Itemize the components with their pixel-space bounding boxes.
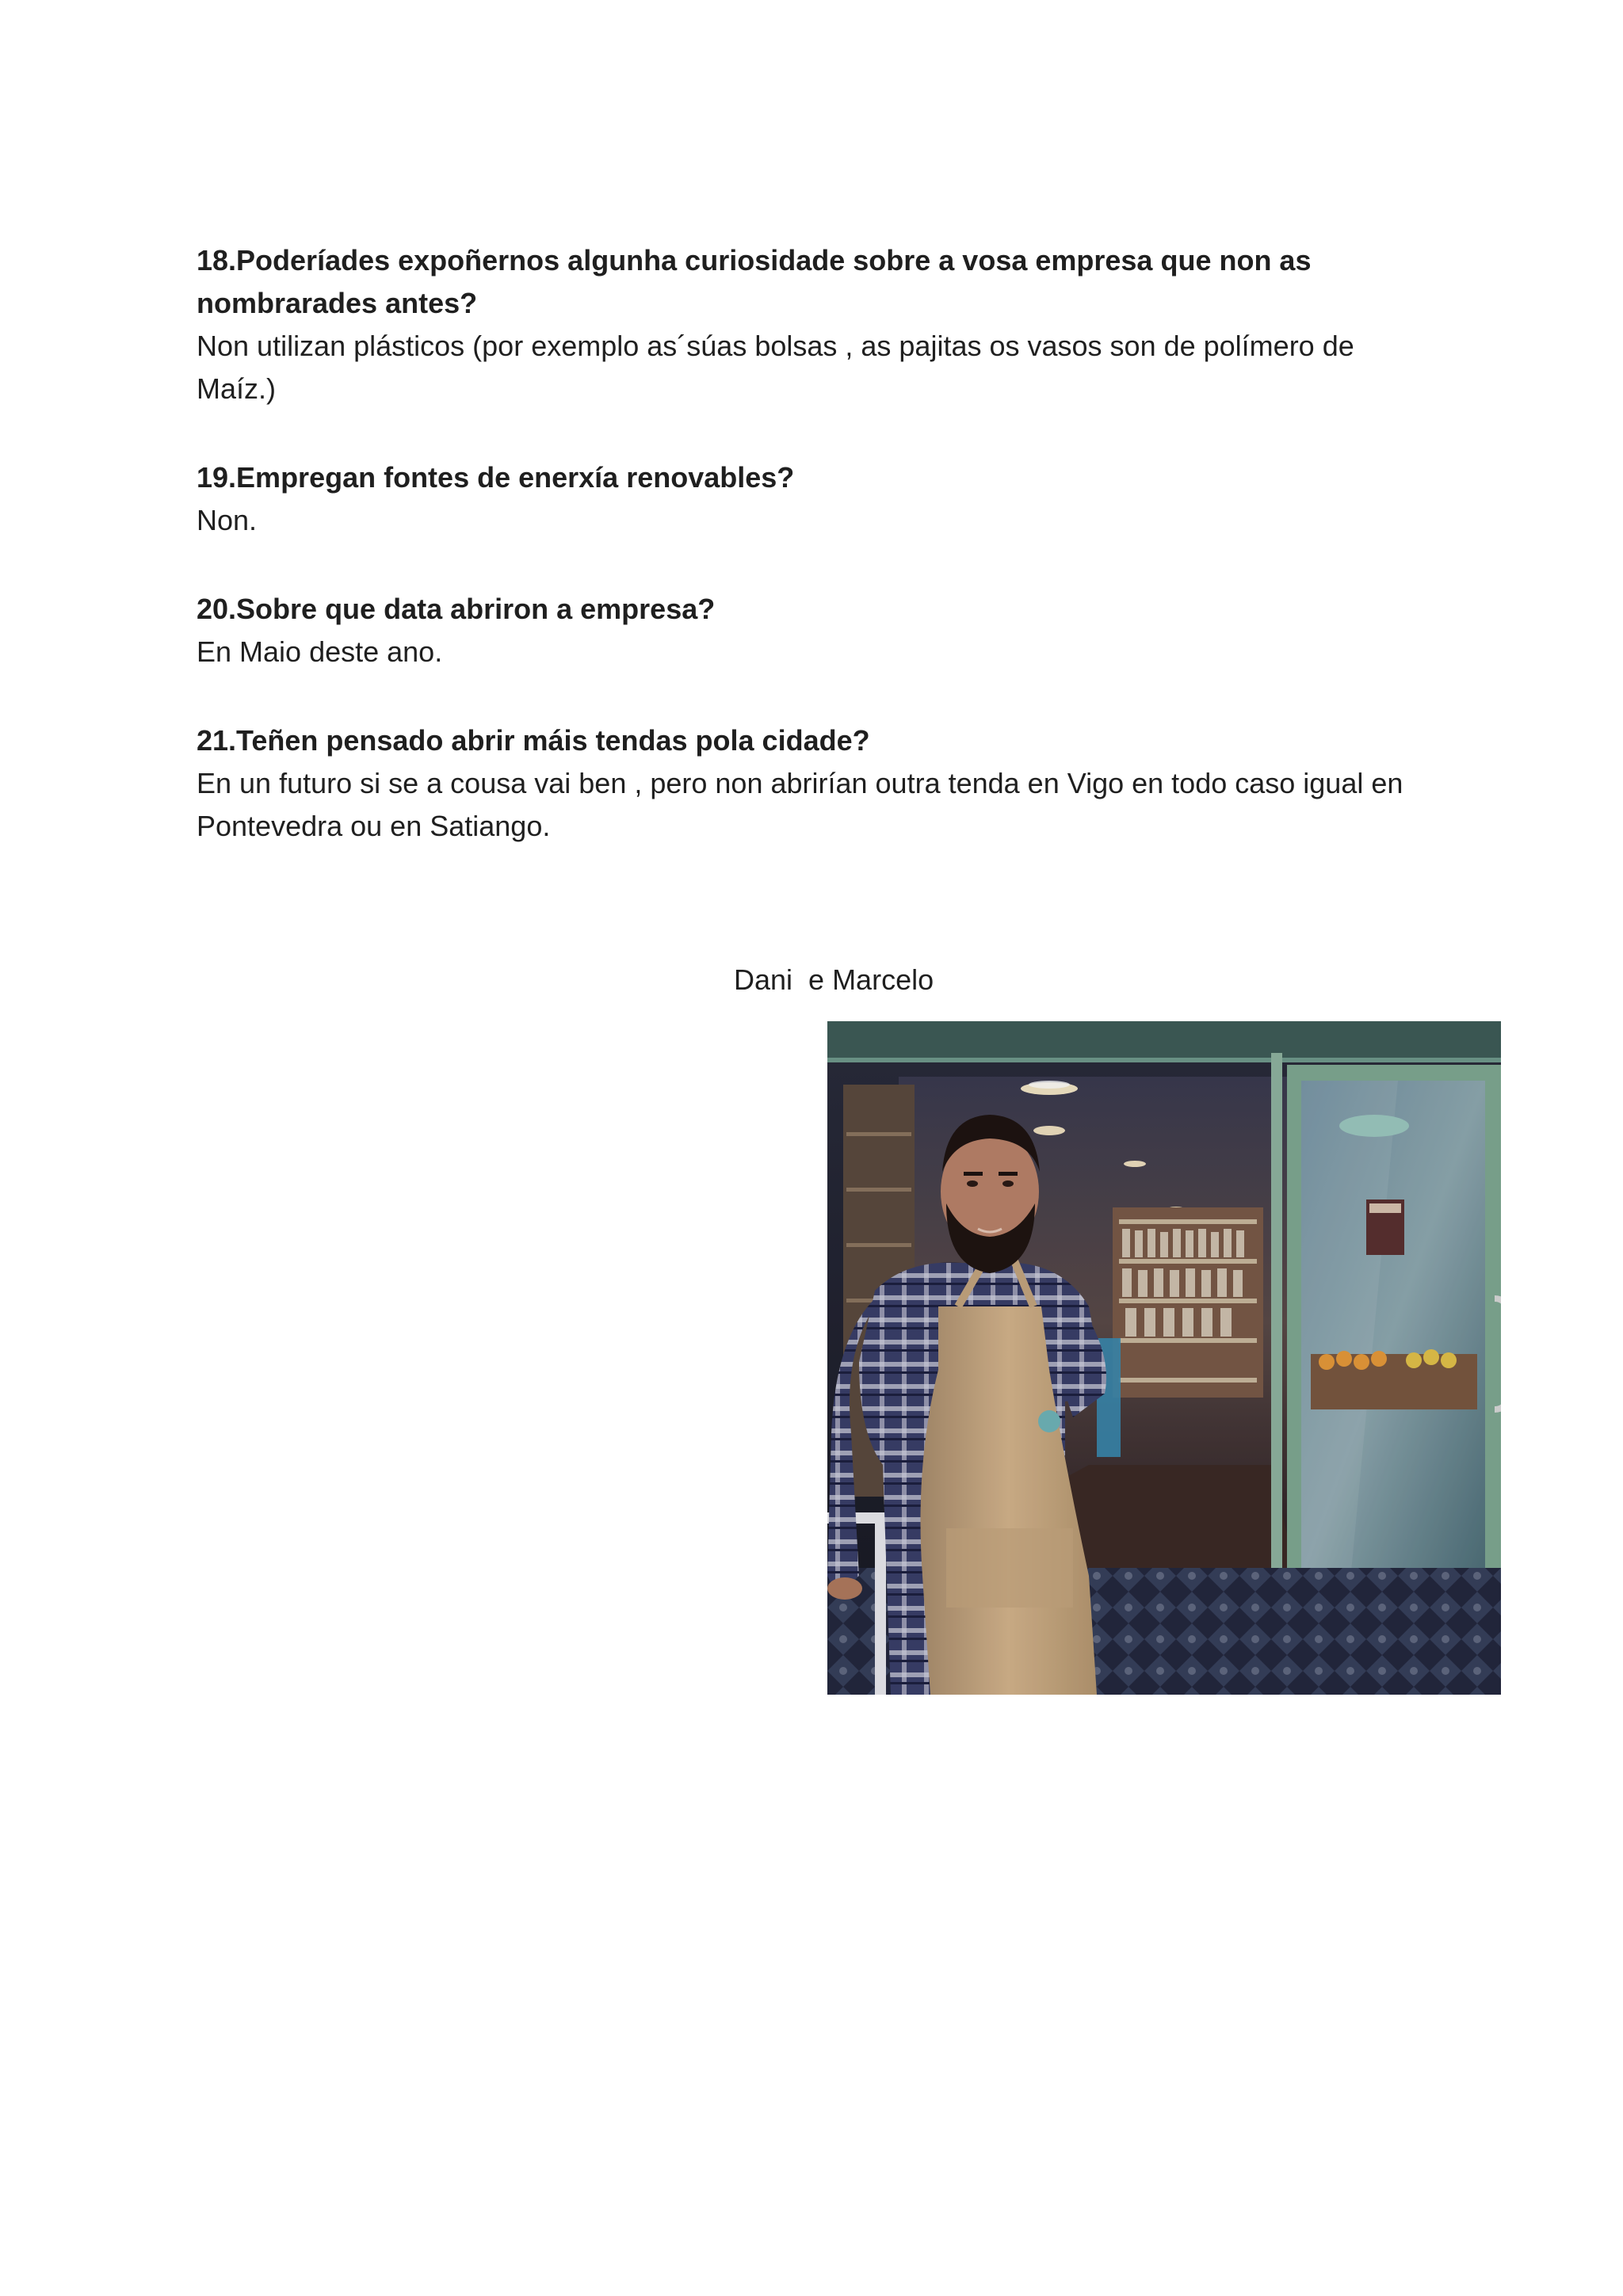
answer-20: En Maio deste ano. <box>197 635 443 668</box>
question-18: 18.Poderíades expoñernos algunha curiosidade sobre a vosa empresa que non as nombrarades antes? <box>197 244 1312 319</box>
question-19: 19.Empregan fontes de enerxía renovables? <box>197 461 795 494</box>
qa-item-18 <box>197 239 1433 410</box>
qa-item-20 <box>197 588 1433 673</box>
qa-item-19 <box>197 456 1433 542</box>
answer-18: Non utilizan plásticos (por exemplo as´súas bolsas , as pajitas os vasos son de polímero de Maíz.) <box>197 330 1354 405</box>
qa-item-21 <box>197 719 1433 848</box>
answer-19: Non. <box>197 504 258 536</box>
answer-21: En un futuro si se a cousa vai ben , pero non abrirían outra tenda en Vigo en todo caso igual en Pontevedra ou en Satiango. <box>197 767 1403 842</box>
question-21: 21.Teñen pensado abrir máis tendas pola cidade? <box>197 724 870 757</box>
photo-caption: Dani e Marcelo <box>734 963 934 996</box>
question-20: 20.Sobre que data abriron a empresa? <box>197 593 716 625</box>
photo-illustration <box>827 1021 1501 1695</box>
interview-content <box>197 239 1433 894</box>
shop-owner-photo <box>827 1021 1501 1695</box>
